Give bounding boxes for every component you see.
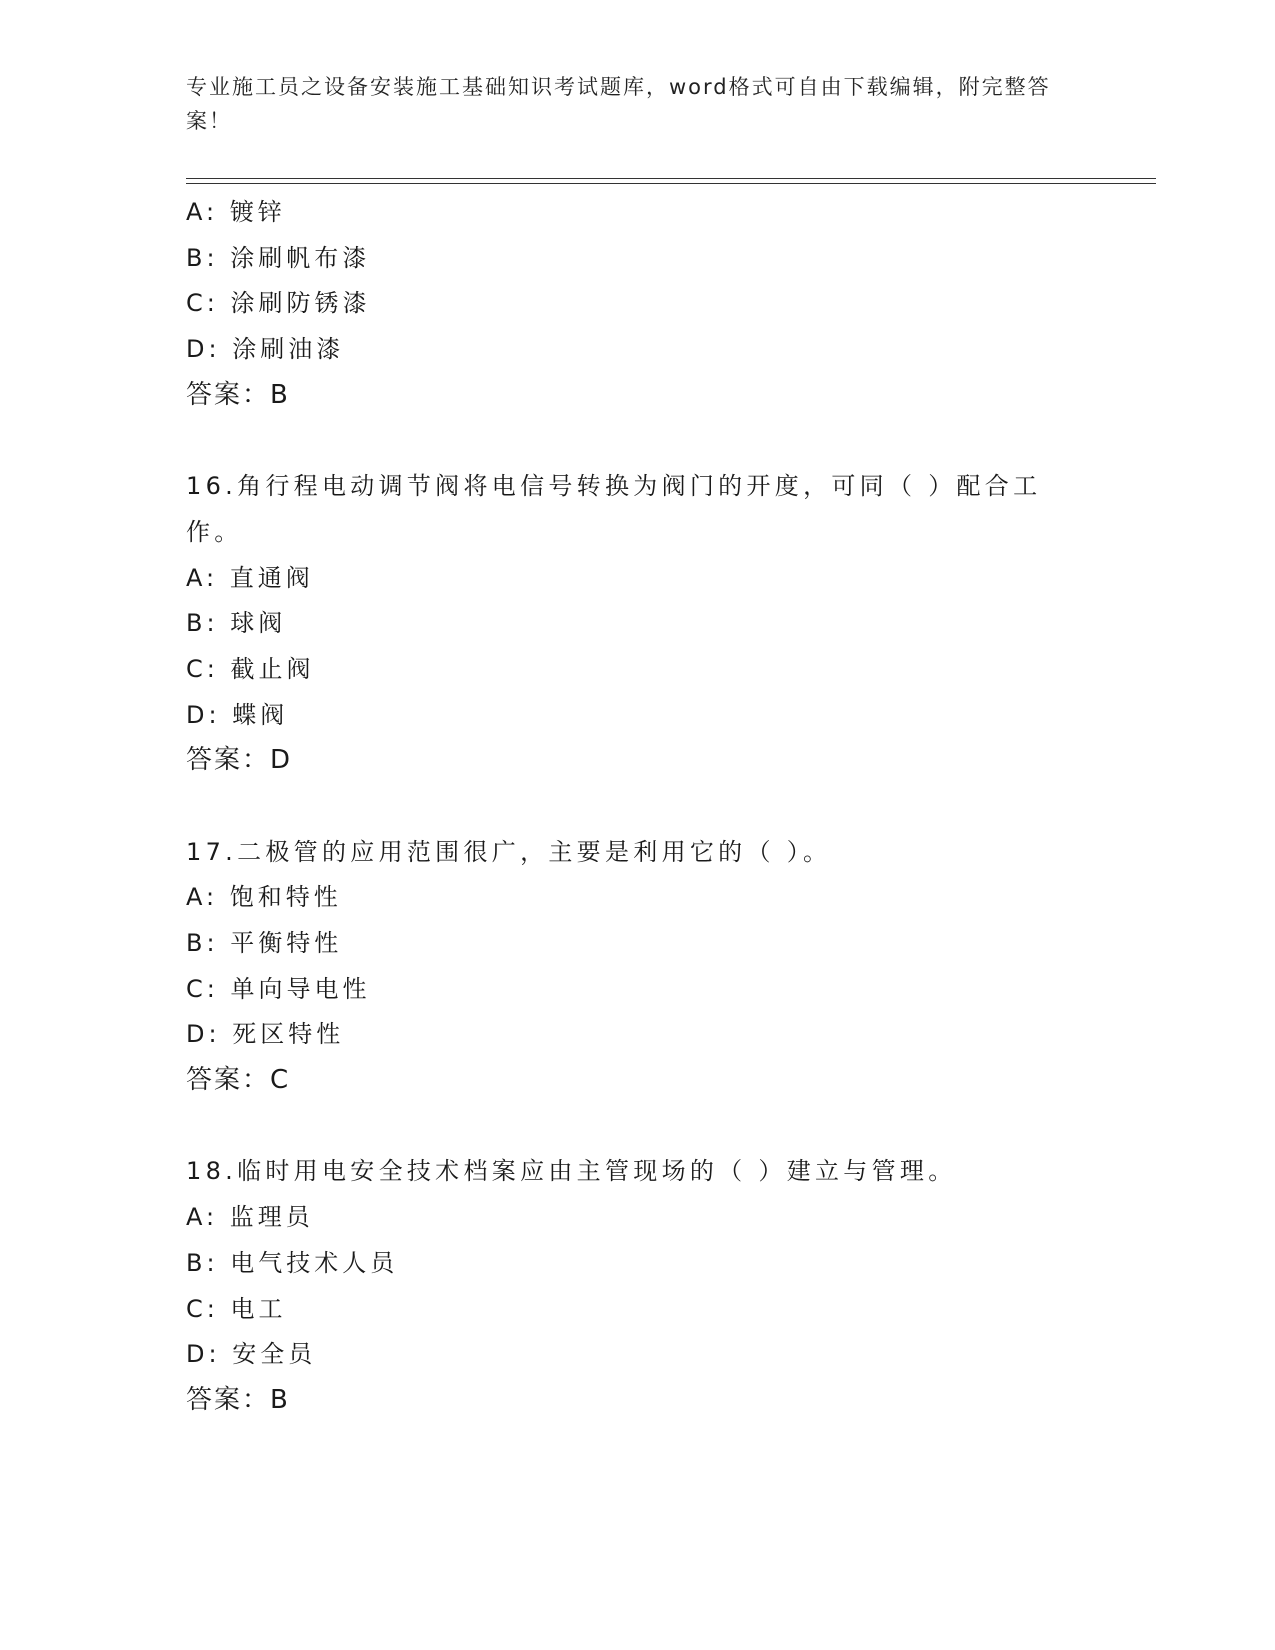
question-number: 17. (186, 837, 238, 866)
option-letter: B: (186, 1248, 219, 1277)
option-text: 电气技术人员 (230, 1248, 399, 1277)
option-letter: C: (186, 974, 219, 1003)
spacer (186, 418, 1086, 464)
header-rule-top (186, 178, 1156, 179)
option-text: 监理员 (229, 1203, 314, 1232)
option-b (186, 921, 1086, 967)
question-block-18 (186, 1149, 1086, 1423)
option-text: 蝶阀 (232, 700, 289, 729)
option-text: 单向导电性 (230, 974, 371, 1003)
option-letter: D: (186, 1340, 221, 1369)
answer-line: 答案：B (186, 379, 290, 410)
option-text: 死区特性 (232, 1020, 345, 1049)
question-block-16 (186, 464, 1086, 784)
option-text: 镀锌 (229, 198, 286, 226)
option-c (186, 967, 1086, 1013)
question-number: 16. (186, 472, 238, 501)
option-text: 截止阀 (230, 654, 315, 683)
option-letter: B: (186, 243, 219, 272)
option-letter: D: (186, 335, 221, 364)
option-text: 球阀 (230, 609, 287, 638)
question-list (186, 190, 1086, 1424)
option-b (186, 1241, 1086, 1287)
option-d (186, 1332, 1086, 1378)
option-letter: A: (186, 563, 219, 592)
answer-line: 答案：D (186, 745, 293, 776)
option-a (186, 556, 1086, 602)
question-stem (186, 1149, 1086, 1195)
option-a (186, 1195, 1086, 1241)
option-letter: C: (186, 289, 219, 318)
option-text: 安全员 (232, 1340, 317, 1369)
option-text: 涂刷帆布漆 (230, 243, 371, 272)
header-rule-bottom (186, 183, 1156, 184)
question-text: 临时用电安全技术档案应由主管现场的（ ）建立与管理。 (237, 1157, 957, 1186)
option-letter: C: (186, 654, 219, 683)
option-b (186, 601, 1086, 647)
option-letter: A: (186, 883, 219, 912)
question-text: 角行程电动调节阀将电信号转换为阀门的开度，可同（ ）配合工作。 (186, 472, 1042, 546)
question-stem (186, 464, 1086, 555)
option-text: 涂刷油漆 (232, 335, 345, 364)
question-block-17 (186, 830, 1086, 1104)
option-letter: B: (186, 929, 219, 958)
spacer (186, 784, 1086, 830)
option-c (186, 1287, 1086, 1333)
option-a (186, 190, 1086, 236)
answer-line: 答案：B (186, 1384, 290, 1415)
option-c (186, 647, 1086, 693)
option-letter: D: (186, 1020, 221, 1049)
option-d (186, 1012, 1086, 1058)
option-d (186, 327, 1086, 373)
option-letter: D: (186, 700, 221, 729)
option-a (186, 875, 1086, 921)
option-d (186, 693, 1086, 739)
answer-line: 答案：C (186, 1065, 291, 1096)
option-letter: A: (186, 198, 219, 226)
document-header: 专业施工员之设备安装施工基础知识考试题库，word格式可自由下载编辑，附完整答案！ (186, 75, 1051, 133)
option-b (186, 236, 1086, 282)
question-block-15-continued (186, 190, 1086, 418)
option-letter: B: (186, 609, 219, 638)
option-c (186, 281, 1086, 327)
option-text: 电工 (230, 1294, 287, 1323)
spacer (186, 1104, 1086, 1150)
option-text: 涂刷防锈漆 (230, 289, 371, 318)
question-text: 二极管的应用范围很广，主要是利用它的（ ）。 (237, 837, 832, 866)
question-stem (186, 830, 1086, 876)
option-letter: C: (186, 1294, 219, 1323)
option-text: 直通阀 (229, 563, 314, 592)
question-number: 18. (186, 1157, 238, 1186)
option-text: 饱和特性 (229, 883, 342, 912)
option-text: 平衡特性 (230, 929, 343, 958)
option-letter: A: (186, 1203, 219, 1232)
